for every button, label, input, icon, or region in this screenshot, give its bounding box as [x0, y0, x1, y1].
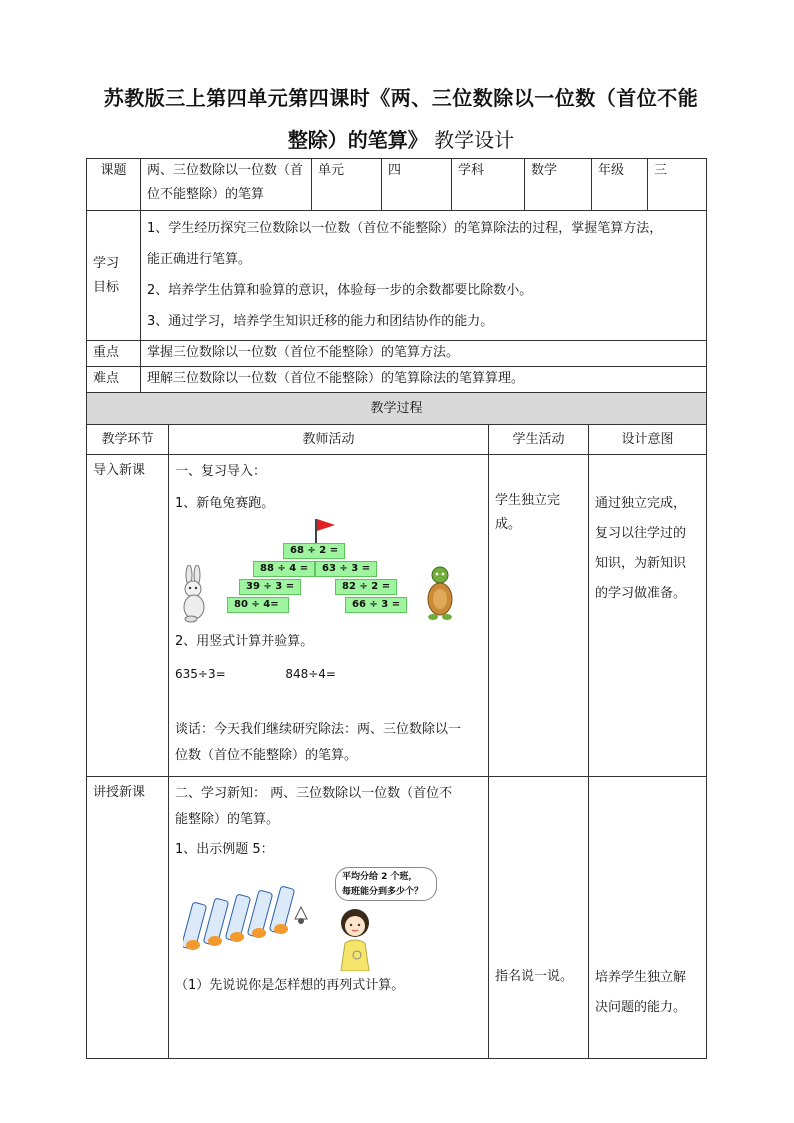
row1-student: 学生独立完成。: [489, 455, 589, 777]
row2-student: 指名说一说。: [489, 777, 589, 1059]
topic-value: [141, 159, 312, 211]
row2-step-think: （1）先说说你是怎样想的再列式计算。: [175, 978, 405, 993]
row2-intent-line1: 培养学生独立解: [595, 970, 687, 985]
row1-intent-line3: 知识，为新知识: [595, 556, 687, 571]
row1-intent-line4: 的学习做准备。: [595, 586, 687, 601]
race-brick: 80 ÷ 4=: [227, 597, 289, 613]
race-brick: 66 ÷ 3 =: [345, 597, 407, 613]
race-brick: 63 ÷ 3 =: [315, 561, 377, 577]
doc-title-line1: 苏教版三上第四单元第四课时《两、三位数除以一位数（首位不能: [103, 86, 699, 110]
subject-value: 数学: [525, 159, 592, 211]
process-table: [86, 392, 707, 1059]
topic-value-line1: 两、三位数除以一位数（首: [147, 163, 304, 178]
bubble-line2: 每班能分到多少个？: [342, 887, 424, 897]
row1-talk-line2: 位数（首位不能整除）的笔算。: [175, 748, 358, 763]
key-value: 掌握三位数除以一位数（首位不能整除）的笔算方法。: [141, 341, 707, 367]
unit-label: 单元: [312, 159, 382, 211]
rabbit-icon: [177, 565, 211, 623]
bubble-line1: 平均分给 2 个班，: [342, 872, 418, 882]
row2-stage: 讲授新课: [87, 777, 169, 1059]
goal-1-line2: 能正确进行笔算。: [147, 252, 252, 267]
goals-label-line2: 目标: [93, 279, 120, 295]
row2-intent-line2: 决问题的能力。: [595, 1000, 687, 1015]
unit-value: 四: [382, 159, 452, 211]
row1-intent-line1: 通过独立完成，: [595, 496, 687, 511]
row1-stage: 导入新课: [87, 455, 169, 777]
row1-step-race: 1、新龟兔赛跑。: [175, 496, 275, 511]
row1-teacher: [169, 455, 489, 777]
process-band: 教学过程: [87, 393, 707, 425]
race-brick: 82 ÷ 2 =: [335, 579, 397, 595]
turtle-icon: [425, 563, 455, 623]
row1-step-review: 一、复习导入：: [175, 464, 267, 479]
header-intent: 设计意图: [589, 425, 707, 455]
calc-848: 848÷4=: [285, 667, 336, 681]
doc-title-bold: 整除）的笔算》: [287, 128, 428, 152]
row1-step-vertical: 2、用竖式计算并验算。: [175, 634, 314, 649]
doc-title-line2: [86, 124, 716, 153]
row1-intent-line2: 复习以往学过的: [595, 526, 687, 541]
grade-label: 年级: [592, 159, 648, 211]
row2-teacher: [169, 777, 489, 1059]
speech-bubble: [335, 867, 437, 901]
row2-example: 1、出示例题 5：: [175, 842, 274, 857]
goals-label: [87, 211, 141, 341]
subject-label: 学科: [452, 159, 525, 211]
goal-3: 3、通过学习，培养学生知识迁移的能力和团结协作的能力。: [147, 314, 494, 329]
example5-figure: [175, 863, 425, 973]
row2-intent: [589, 777, 707, 1059]
goal-1-line1: 1、学生经历探究三位数除以一位数（首位不能整除）的笔算除法的过程，掌握笔算方法，: [147, 221, 663, 236]
info-table: [86, 158, 707, 393]
row1-intent: [589, 455, 707, 777]
difficulty-label: 难点: [87, 367, 141, 393]
doc-title-rest: 教学设计: [434, 128, 515, 152]
flag-icon: [317, 519, 335, 531]
header-student: 学生活动: [489, 425, 589, 455]
row1-calcs: [175, 661, 482, 687]
shuttlecock-tube-icon: [183, 885, 313, 955]
row2-new-line2: 能整除）的笔算。: [175, 812, 280, 827]
header-teacher: 教师活动: [169, 425, 489, 455]
topic-label: 课题: [87, 159, 141, 211]
grade-value: 三: [648, 159, 707, 211]
topic-value-line2: 位不能整除）的笔算: [147, 187, 265, 202]
race-brick: 39 ÷ 3 =: [239, 579, 301, 595]
goals-label-line1: 学习: [93, 255, 120, 271]
difficulty-value: 理解三位数除以一位数（首位不能整除）的笔算除法的笔算算理。: [141, 367, 707, 393]
race-figure: [175, 517, 415, 629]
row2-new-line1: 二、学习新知： 两、三位数除以一位数（首位不: [175, 786, 453, 801]
goals-content: [141, 211, 707, 341]
race-brick: 68 ÷ 2 =: [283, 543, 345, 559]
race-brick: 88 ÷ 4 =: [253, 561, 315, 577]
goal-2: 2、培养学生估算和验算的意识，体验每一步的余数都要比除数小。: [147, 283, 533, 298]
key-label: 重点: [87, 341, 141, 367]
row1-talk-line1: 谈话：今天我们继续研究除法：两、三位数除以一: [175, 722, 462, 737]
girl-icon: [327, 903, 383, 971]
header-stage: 教学环节: [87, 425, 169, 455]
calc-635: 635÷3=: [175, 667, 226, 681]
